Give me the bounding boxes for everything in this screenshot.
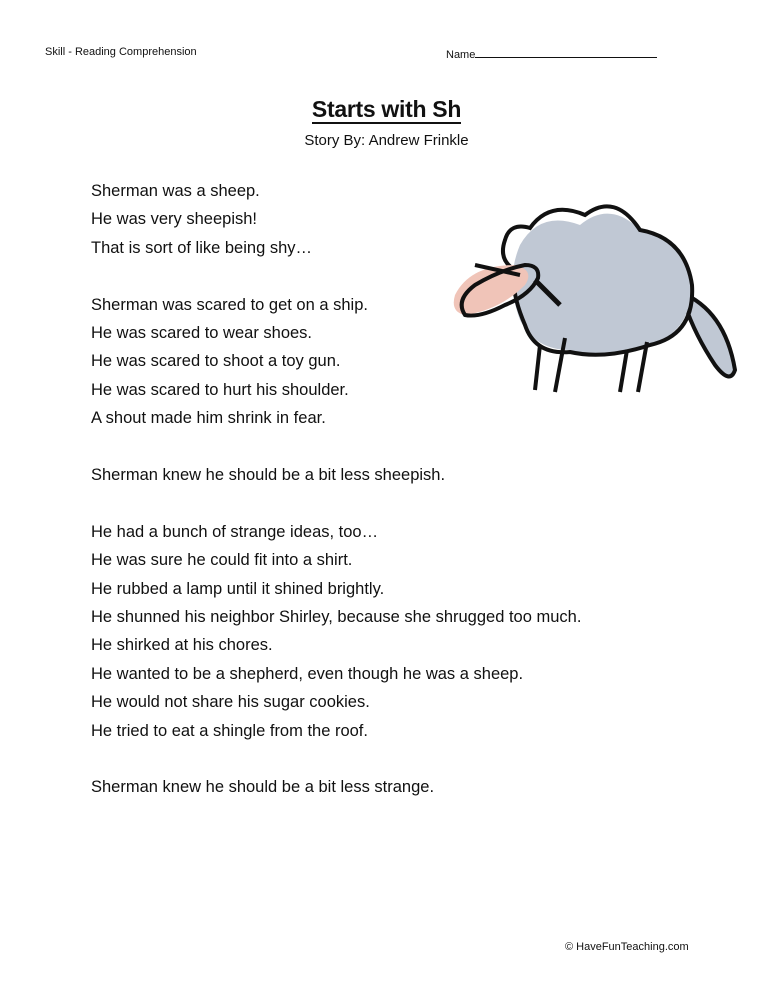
story-line: Sherman was a sheep. (91, 182, 260, 200)
copyright-footer: © HaveFunTeaching.com (565, 941, 689, 953)
story-line: He shirked at his chores. (91, 636, 273, 655)
story-line: He was sure he could fit into a shirt. (91, 551, 353, 570)
story-line: He was scared to hurt his shoulder. (91, 380, 349, 399)
name-field (446, 46, 657, 61)
byline: Story By: Andrew Frinkle (304, 132, 469, 149)
story-line: Sherman knew he should be a bit less strange. (91, 778, 435, 797)
story-line: Sherman was scared to get on a ship. (91, 295, 368, 314)
stanza-gap (91, 433, 581, 461)
name-label: Name (446, 49, 476, 61)
story-line: Sherman knew he should be a bit less sheepish. (91, 466, 446, 485)
story-line: A shout made him shrink in fear. (91, 409, 326, 428)
story-line: He was scared to shoot a toy gun. (91, 352, 341, 371)
story-line: He had a bunch of strange ideas, too… (91, 522, 379, 541)
page-title (0, 96, 773, 123)
skill-label: Skill - Reading Comprehension (45, 46, 197, 58)
story-line: He was scared to wear shoes. (91, 324, 313, 343)
story-line: He shunned his neighbor Shirley, because she shrugged too much. (91, 608, 582, 627)
story-line: That is sort of like being shy… (91, 238, 313, 257)
stanza-gap (91, 489, 581, 517)
story-line: He wanted to be a shepherd, even though he was a sheep. (91, 664, 524, 683)
sheep-icon (410, 180, 750, 400)
story-line: He would not share his sugar cookies. (91, 693, 370, 712)
story-line: He rubbed a lamp until it shined brightly. (91, 579, 385, 598)
story-line: He was very sheepish! (91, 210, 257, 229)
stanza-gap (91, 745, 581, 773)
story-line: He tried to eat a shingle from the roof. (91, 721, 368, 740)
title-text: Starts with Sh (311, 96, 462, 122)
name-blank-line (475, 46, 657, 58)
